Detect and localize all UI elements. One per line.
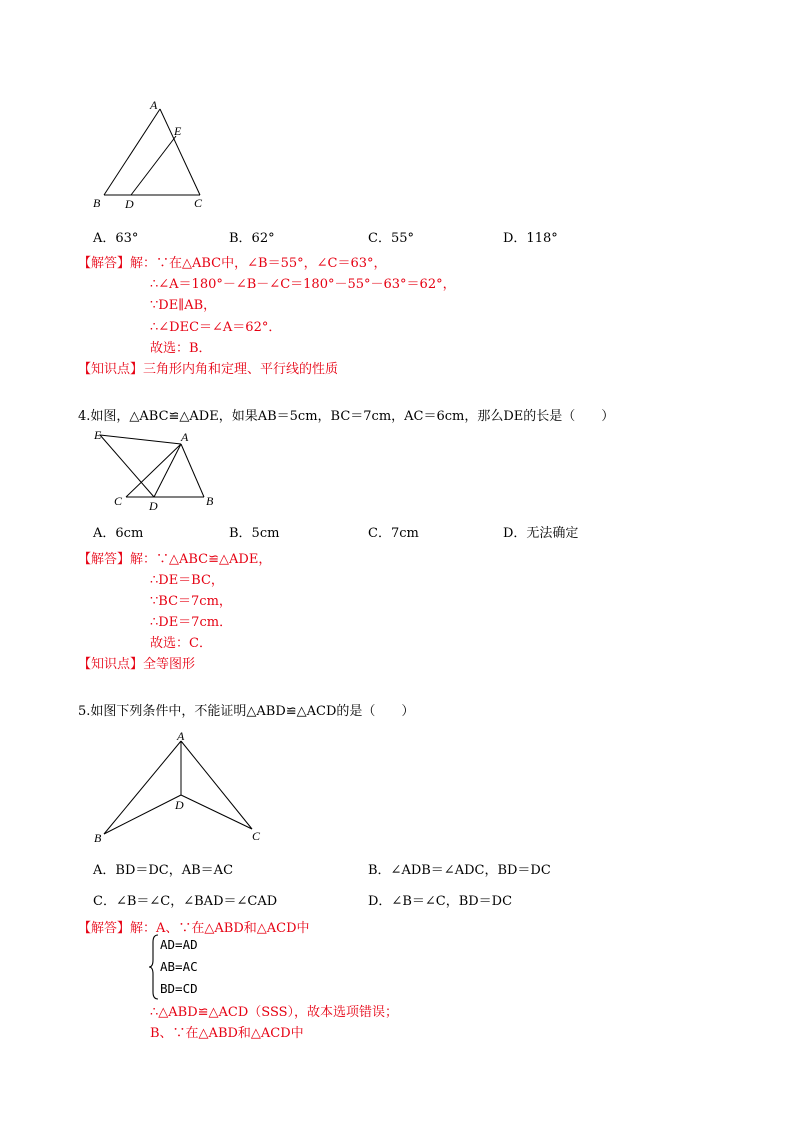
label-e: E bbox=[174, 124, 182, 138]
q3-answer-heading: 【解答】解：∵在△ABC中，∠B＝55°，∠C＝63°， bbox=[78, 256, 387, 271]
label-d: D bbox=[125, 197, 134, 211]
segment-ac bbox=[181, 741, 252, 829]
label-a: A bbox=[177, 729, 185, 743]
q3-answer-line-4: 故选：B． bbox=[150, 341, 212, 356]
label-b: B bbox=[94, 831, 102, 845]
segment-ab bbox=[104, 109, 160, 195]
q4-knowledge-point: 【知识点】全等图形 bbox=[78, 657, 196, 672]
q5-answer-line-1: ∴△ABD≌△ACD（SSS），故本选项错误； bbox=[150, 1005, 399, 1020]
q3-answer-line-1: ∴∠A＝180°－∠B－∠C＝180°－55°－63°＝62°， bbox=[150, 277, 456, 292]
q4-answer-line-2: ∵BC＝7cm， bbox=[150, 594, 232, 609]
q5-stem: 5.如图下列条件中，不能证明△ABD≌△ACD的是（ ） bbox=[78, 704, 415, 719]
q4-answer-heading: 【解答】解：∵△ABC≌△ADE， bbox=[78, 552, 272, 567]
q4-answer-line-3: ∴DE＝7cm． bbox=[150, 615, 233, 630]
label-b: B bbox=[206, 494, 214, 508]
q5-answer-heading: 【解答】解：A、∵在△ABD和△ACD中 bbox=[78, 921, 310, 936]
label-b: B bbox=[93, 196, 101, 210]
segment-dc bbox=[181, 795, 252, 829]
q4-option-a: A．6cm bbox=[93, 526, 144, 541]
q5-option-b: B．∠ADB＝∠ADC，BD＝DC bbox=[368, 863, 551, 878]
figure-triangles-abd-acd bbox=[88, 726, 268, 846]
segment-ac bbox=[126, 444, 181, 497]
label-c: C bbox=[114, 494, 123, 508]
segment-ab bbox=[181, 444, 204, 497]
system-line-3: BD=CD bbox=[160, 981, 198, 996]
q3-option-b: B．62° bbox=[229, 231, 275, 246]
q3-option-c: C．55° bbox=[368, 231, 414, 246]
segment-de bbox=[131, 136, 176, 195]
q5-option-d: D．∠B＝∠C，BD＝DC bbox=[368, 894, 513, 909]
q3-answer-line-2: ∵DE∥AB， bbox=[150, 298, 217, 313]
segment-ab bbox=[104, 741, 181, 834]
q5-answer-line-2: B、∵在△ABD和△ACD中 bbox=[150, 1026, 304, 1041]
label-c: C bbox=[252, 829, 261, 843]
q3-knowledge-point: 【知识点】三角形内角和定理、平行线的性质 bbox=[78, 362, 339, 377]
q4-stem: 4.如图，△ABC≌△ADE，如果AB＝5cm，BC＝7cm，AC＝6cm，那么DE的长是（ ） bbox=[78, 409, 615, 424]
label-c: C bbox=[194, 196, 203, 210]
label-e: E bbox=[94, 428, 102, 442]
segment-ea bbox=[100, 435, 181, 444]
figure-triangle-abc-de-parallel bbox=[88, 96, 218, 211]
segment-db bbox=[104, 795, 181, 834]
system-line-1: AD=AD bbox=[160, 937, 198, 952]
figure-congruent-triangles-abc-ade bbox=[88, 426, 228, 514]
segment-ed bbox=[100, 435, 154, 497]
label-a: A bbox=[181, 430, 189, 444]
label-a: A bbox=[150, 98, 158, 112]
q3-option-a: A．63° bbox=[93, 231, 139, 246]
q3-answer-line-3: ∴∠DEC＝∠A＝62°． bbox=[150, 320, 282, 335]
left-brace bbox=[148, 934, 160, 1000]
q4-option-d: D．无法确定 bbox=[503, 526, 579, 541]
q4-option-c: C．7cm bbox=[368, 526, 419, 541]
label-d: D bbox=[175, 798, 184, 812]
segment-ac bbox=[160, 109, 200, 195]
q4-answer-line-1: ∴DE＝BC， bbox=[150, 573, 224, 588]
q5-option-a: A．BD＝DC，AB＝AC bbox=[93, 863, 234, 878]
q4-option-b: B．5cm bbox=[229, 526, 280, 541]
system-line-2: AB=AC bbox=[160, 959, 198, 974]
q4-answer-line-4: 故选：C． bbox=[150, 636, 212, 651]
label-d: D bbox=[149, 499, 158, 513]
segment-ad bbox=[154, 444, 181, 497]
q5-option-c: C．∠B＝∠C，∠BAD＝∠CAD bbox=[93, 894, 278, 909]
q3-option-d: D．118° bbox=[503, 231, 558, 246]
